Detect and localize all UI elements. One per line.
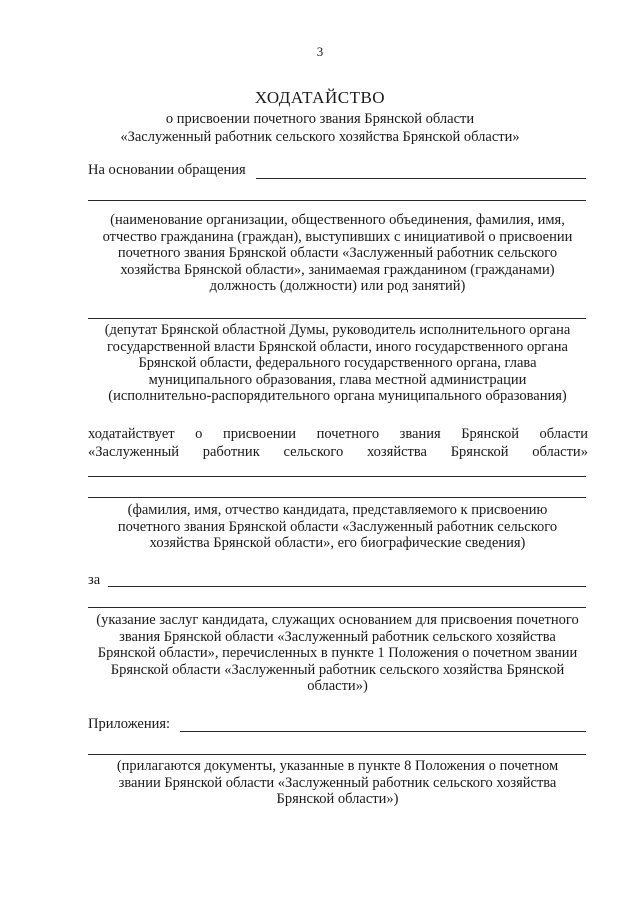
note-line: Брянской области», перечисленных в пункте 1 Положения о почетном звании [97,645,578,661]
note-organization [85,212,590,295]
word: Брянской [461,426,519,442]
candidate-fill-line-1[interactable] [88,476,586,477]
word: «Заслуженный [88,444,179,460]
note-line: (фамилия, имя, отчество кандидата, представляемого к присвоению [127,502,548,518]
note-line: почетного звания Брянской области «Заслуженный работник сельского [117,245,558,261]
subtitle-line-2: «Заслуженный работник сельского хозяйства Брянской области» [120,129,520,145]
document-title: ХОДАТАЙСТВО [254,88,386,107]
note-line: муниципального образования, глава местной администрации [148,371,527,388]
note-line: должность (должности) или род занятий) [209,278,466,294]
attachments-fill-line-1[interactable] [180,731,586,732]
note-line: почетного звания Брянской области «Заслуженный работник сельского [117,518,558,535]
word: хозяйства [366,444,427,460]
petition-line-1 [88,426,588,443]
word: присвоении [222,426,297,442]
attachments-label: Приложения: [88,716,171,732]
note-line: отчество гражданина (граждан), выступивших с инициативой о присвоении [102,228,573,245]
note-merits [85,612,590,695]
page-number: 3 [316,44,324,59]
note-line: Брянской области, федерального государственного органа, глава [138,355,537,371]
note-line: (наименование организации, общественного объединения, фамилия, имя, [110,212,565,228]
note-line: Брянской области «Заслуженный работник сельского хозяйства Брянской [110,661,565,678]
word: ходатайствует [88,426,175,442]
word: о [195,426,203,442]
basis-label: На основании обращения [88,162,246,178]
word: работник [202,444,260,460]
note-official [85,322,590,405]
note-line: (указание заслуг кандидата, служащих основанием для присвоения почетного [96,612,579,628]
note-line: (прилагаются документы, указанные в пункте 8 Положения о почетном [116,758,559,774]
note-line: звания Брянской области «Заслуженный работник сельского хозяйства [119,628,556,645]
note-line: области») [307,678,368,694]
for-label: за [88,572,101,588]
note-line: хозяйства Брянской области», его биографические сведения) [149,535,526,551]
note-attachments [85,758,590,808]
merits-fill-line-2[interactable] [88,607,586,608]
word: области [539,426,588,442]
basis-fill-line[interactable] [256,178,586,179]
note-line: (депутат Брянской областной Думы, руководитель исполнительного органа [104,322,571,338]
note-candidate [85,502,590,552]
basis-fill-line-2[interactable] [88,200,586,201]
word: сельского [283,444,344,460]
candidate-fill-line-2[interactable] [88,497,586,498]
word: Брянской [450,444,509,460]
official-fill-line[interactable] [88,318,586,319]
word: почетного [316,426,380,442]
note-line: (исполнительно-распорядительного органа муниципального образования) [108,388,567,404]
petition-line-2 [88,444,588,461]
word: звания [399,426,441,442]
note-line: Брянской области») [276,791,399,807]
subtitle-line-1: о присвоении почетного звания Брянской области [165,111,475,127]
note-line: государственной власти Брянской области, иного государственного органа [107,338,568,355]
attachments-fill-line-2[interactable] [88,754,586,755]
note-line: звании Брянской области «Заслуженный работник сельского хозяйства [118,774,557,791]
note-line: хозяйства Брянской области», занимаемая гражданином (гражданами) [120,261,555,278]
merits-fill-line-1[interactable] [108,586,586,587]
word: области» [532,444,588,460]
